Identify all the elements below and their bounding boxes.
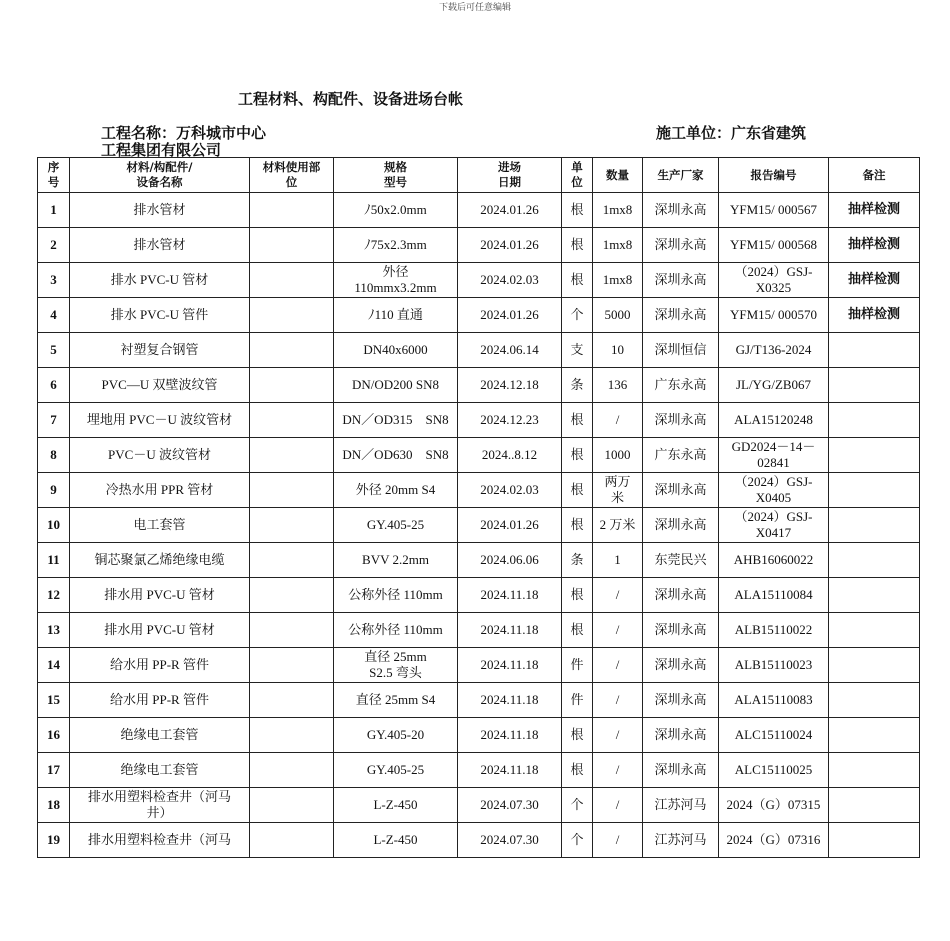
- report-number-cell: ALA15110084: [719, 578, 829, 613]
- report-number-cell: AHB16060022: [719, 543, 829, 578]
- table-row: [38, 263, 920, 298]
- column-header: 规格 型号: [334, 158, 458, 193]
- material-name-cell: 铜芯聚氯乙烯绝缘电缆: [70, 543, 250, 578]
- arrival-date-cell: 2024.01.26: [458, 508, 562, 543]
- quantity-cell: 136: [593, 368, 643, 403]
- quantity-cell: 两万 米: [593, 473, 643, 508]
- material-name-cell: 排水用塑料检查井（河马 井）: [70, 788, 250, 823]
- arrival-date-cell: 2024.11.18: [458, 578, 562, 613]
- remark-cell: 抽样检测: [829, 193, 920, 228]
- quantity-cell: /: [593, 753, 643, 788]
- specification-cell: L-Z-450: [334, 788, 458, 823]
- arrival-date-cell: 2024.11.18: [458, 753, 562, 788]
- manufacturer-cell: 深圳永高: [643, 648, 719, 683]
- table-row: [38, 333, 920, 368]
- specification-cell: ﾉ50x2.0mm: [334, 193, 458, 228]
- row-number-cell: 2: [38, 228, 70, 263]
- report-number-cell: JL/YG/ZB067: [719, 368, 829, 403]
- table-row: [38, 683, 920, 718]
- remark-cell: [829, 368, 920, 403]
- table-row: [38, 613, 920, 648]
- usage-location-cell: [250, 298, 334, 333]
- material-name-cell: 电工套管: [70, 508, 250, 543]
- remark-cell: 抽样检测: [829, 228, 920, 263]
- remark-cell: [829, 473, 920, 508]
- table-row: [38, 298, 920, 333]
- report-number-cell: YFM15/ 000567: [719, 193, 829, 228]
- usage-location-cell: [250, 718, 334, 753]
- table-header-row: [38, 158, 920, 193]
- manufacturer-cell: 深圳永高: [643, 193, 719, 228]
- usage-location-cell: [250, 683, 334, 718]
- table-row: [38, 648, 920, 683]
- specification-cell: L-Z-450: [334, 823, 458, 858]
- remark-cell: [829, 788, 920, 823]
- watermark: 下载后可任意编辑: [438, 2, 511, 12]
- specification-cell: 直径 25mm S2.5 弯头: [334, 648, 458, 683]
- quantity-cell: /: [593, 578, 643, 613]
- arrival-date-cell: 2024.11.18: [458, 613, 562, 648]
- material-name-cell: 排水用塑料检查井（河马: [70, 823, 250, 858]
- material-name-cell: 绝缘电工套管: [70, 718, 250, 753]
- manufacturer-cell: 深圳永高: [643, 298, 719, 333]
- row-number-cell: 13: [38, 613, 70, 648]
- column-header: 单 位: [562, 158, 593, 193]
- usage-location-cell: [250, 648, 334, 683]
- arrival-date-cell: 2024.06.06: [458, 543, 562, 578]
- report-number-cell: （2024）GSJ- X0325: [719, 263, 829, 298]
- usage-location-cell: [250, 403, 334, 438]
- material-name-cell: 埋地用 PVC－U 波纹管材: [70, 403, 250, 438]
- material-name-cell: 排水 PVC-U 管材: [70, 263, 250, 298]
- material-name-cell: PVC—U 双壁波纹管: [70, 368, 250, 403]
- unit-cell: 条: [562, 368, 593, 403]
- row-number-cell: 10: [38, 508, 70, 543]
- table-row: [38, 718, 920, 753]
- manufacturer-cell: 深圳永高: [643, 263, 719, 298]
- remark-cell: 抽样检测: [829, 263, 920, 298]
- usage-location-cell: [250, 753, 334, 788]
- arrival-date-cell: 2024.07.30: [458, 788, 562, 823]
- column-header: 材料/构配件/ 设备名称: [70, 158, 250, 193]
- unit-cell: 根: [562, 438, 593, 473]
- arrival-date-cell: 2024.01.26: [458, 193, 562, 228]
- table-row: [38, 368, 920, 403]
- row-number-cell: 5: [38, 333, 70, 368]
- arrival-date-cell: 2024.02.03: [458, 473, 562, 508]
- material-name-cell: 排水用 PVC-U 管材: [70, 613, 250, 648]
- remark-cell: 抽样检测: [829, 298, 920, 333]
- row-number-cell: 18: [38, 788, 70, 823]
- quantity-cell: /: [593, 403, 643, 438]
- material-name-cell: 衬塑复合钢管: [70, 333, 250, 368]
- manufacturer-cell: 深圳永高: [643, 403, 719, 438]
- manufacturer-cell: 广东永高: [643, 438, 719, 473]
- remark-cell: [829, 543, 920, 578]
- manufacturer-cell: 深圳永高: [643, 613, 719, 648]
- arrival-date-cell: 2024.11.18: [458, 683, 562, 718]
- unit-cell: 根: [562, 473, 593, 508]
- row-number-cell: 1: [38, 193, 70, 228]
- manufacturer-cell: 深圳永高: [643, 578, 719, 613]
- material-ledger-table: [37, 157, 920, 858]
- report-number-cell: ALC15110024: [719, 718, 829, 753]
- remark-cell: [829, 753, 920, 788]
- report-number-cell: 2024（G）07316: [719, 823, 829, 858]
- unit-cell: 件: [562, 648, 593, 683]
- arrival-date-cell: 2024.11.18: [458, 648, 562, 683]
- material-name-cell: 排水 PVC-U 管件: [70, 298, 250, 333]
- remark-cell: [829, 438, 920, 473]
- unit-cell: 条: [562, 543, 593, 578]
- remark-cell: [829, 578, 920, 613]
- arrival-date-cell: 2024.12.23: [458, 403, 562, 438]
- quantity-cell: /: [593, 683, 643, 718]
- contractor-name: 施工单位：广东省建筑: [656, 124, 807, 142]
- usage-location-cell: [250, 788, 334, 823]
- usage-location-cell: [250, 578, 334, 613]
- row-number-cell: 17: [38, 753, 70, 788]
- specification-cell: 直径 25mm S4: [334, 683, 458, 718]
- table-row: [38, 753, 920, 788]
- manufacturer-cell: 江苏河马: [643, 823, 719, 858]
- report-number-cell: ALA15110083: [719, 683, 829, 718]
- remark-cell: [829, 508, 920, 543]
- manufacturer-cell: 深圳永高: [643, 683, 719, 718]
- specification-cell: BVV 2.2mm: [334, 543, 458, 578]
- row-number-cell: 4: [38, 298, 70, 333]
- report-number-cell: 2024（G）07315: [719, 788, 829, 823]
- usage-location-cell: [250, 613, 334, 648]
- manufacturer-cell: 深圳永高: [643, 718, 719, 753]
- report-number-cell: GJ/T136-2024: [719, 333, 829, 368]
- usage-location-cell: [250, 823, 334, 858]
- material-name-cell: 排水管材: [70, 228, 250, 263]
- unit-cell: 支: [562, 333, 593, 368]
- specification-cell: 外径 20mm S4: [334, 473, 458, 508]
- specification-cell: ﾉ110 直通: [334, 298, 458, 333]
- remark-cell: [829, 718, 920, 753]
- unit-cell: 个: [562, 788, 593, 823]
- material-name-cell: 给水用 PP-R 管件: [70, 683, 250, 718]
- unit-cell: 根: [562, 613, 593, 648]
- row-number-cell: 9: [38, 473, 70, 508]
- quantity-cell: 2 万米: [593, 508, 643, 543]
- quantity-cell: 1mx8: [593, 228, 643, 263]
- specification-cell: DN／OD630 SN8: [334, 438, 458, 473]
- specification-cell: DN／OD315 SN8: [334, 403, 458, 438]
- arrival-date-cell: 2024.12.18: [458, 368, 562, 403]
- column-header: 数量: [593, 158, 643, 193]
- remark-cell: [829, 648, 920, 683]
- remark-cell: [829, 403, 920, 438]
- quantity-cell: /: [593, 718, 643, 753]
- report-number-cell: GD2024－14－ 02841: [719, 438, 829, 473]
- arrival-date-cell: 2024.11.18: [458, 718, 562, 753]
- row-number-cell: 16: [38, 718, 70, 753]
- column-header: 序 号: [38, 158, 70, 193]
- specification-cell: GY.405-25: [334, 508, 458, 543]
- quantity-cell: 1mx8: [593, 193, 643, 228]
- unit-cell: 根: [562, 578, 593, 613]
- table-row: [38, 508, 920, 543]
- unit-cell: 根: [562, 508, 593, 543]
- column-header: 报告编号: [719, 158, 829, 193]
- material-name-cell: PVC－U 波纹管材: [70, 438, 250, 473]
- unit-cell: 根: [562, 263, 593, 298]
- quantity-cell: /: [593, 613, 643, 648]
- material-name-cell: 给水用 PP-R 管件: [70, 648, 250, 683]
- quantity-cell: /: [593, 788, 643, 823]
- specification-cell: 外径 110mmx3.2mm: [334, 263, 458, 298]
- remark-cell: [829, 683, 920, 718]
- specification-cell: DN40x6000: [334, 333, 458, 368]
- specification-cell: ﾉ75x2.3mm: [334, 228, 458, 263]
- usage-location-cell: [250, 368, 334, 403]
- usage-location-cell: [250, 333, 334, 368]
- arrival-date-cell: 2024.07.30: [458, 823, 562, 858]
- material-name-cell: 排水管材: [70, 193, 250, 228]
- column-header: 材料使用部 位: [250, 158, 334, 193]
- arrival-date-cell: 2024.02.03: [458, 263, 562, 298]
- unit-cell: 根: [562, 753, 593, 788]
- report-number-cell: ALC15110025: [719, 753, 829, 788]
- usage-location-cell: [250, 263, 334, 298]
- row-number-cell: 3: [38, 263, 70, 298]
- quantity-cell: 1mx8: [593, 263, 643, 298]
- row-number-cell: 7: [38, 403, 70, 438]
- column-header: 进场 日期: [458, 158, 562, 193]
- usage-location-cell: [250, 228, 334, 263]
- usage-location-cell: [250, 508, 334, 543]
- remark-cell: [829, 823, 920, 858]
- table-row: [38, 473, 920, 508]
- usage-location-cell: [250, 543, 334, 578]
- manufacturer-cell: 深圳永高: [643, 228, 719, 263]
- manufacturer-cell: 深圳永高: [643, 508, 719, 543]
- manufacturer-cell: 深圳恒信: [643, 333, 719, 368]
- project-name: 工程名称：万科城市中心: [101, 124, 267, 142]
- report-number-cell: （2024）GSJ- X0417: [719, 508, 829, 543]
- manufacturer-cell: 深圳永高: [643, 753, 719, 788]
- report-number-cell: YFM15/ 000570: [719, 298, 829, 333]
- quantity-cell: 1000: [593, 438, 643, 473]
- project-name-continued: 工程集团有限公司: [101, 141, 222, 159]
- row-number-cell: 6: [38, 368, 70, 403]
- row-number-cell: 8: [38, 438, 70, 473]
- table-row: [38, 403, 920, 438]
- arrival-date-cell: 2024..8.12: [458, 438, 562, 473]
- report-number-cell: ALA15120248: [719, 403, 829, 438]
- table-row: [38, 228, 920, 263]
- usage-location-cell: [250, 438, 334, 473]
- specification-cell: 公称外径 110mm: [334, 613, 458, 648]
- specification-cell: GY.405-25: [334, 753, 458, 788]
- unit-cell: 根: [562, 718, 593, 753]
- quantity-cell: /: [593, 823, 643, 858]
- unit-cell: 根: [562, 403, 593, 438]
- manufacturer-cell: 东莞民兴: [643, 543, 719, 578]
- material-name-cell: 绝缘电工套管: [70, 753, 250, 788]
- arrival-date-cell: 2024.01.26: [458, 298, 562, 333]
- table-row: [38, 823, 920, 858]
- unit-cell: 根: [562, 193, 593, 228]
- usage-location-cell: [250, 193, 334, 228]
- specification-cell: DN/OD200 SN8: [334, 368, 458, 403]
- quantity-cell: 5000: [593, 298, 643, 333]
- report-number-cell: （2024）GSJ- X0405: [719, 473, 829, 508]
- page-title: 工程材料、构配件、设备进场台帐: [238, 90, 464, 108]
- report-number-cell: ALB15110022: [719, 613, 829, 648]
- remark-cell: [829, 333, 920, 368]
- quantity-cell: 1: [593, 543, 643, 578]
- table-row: [38, 193, 920, 228]
- remark-cell: [829, 613, 920, 648]
- table-row: [38, 438, 920, 473]
- material-name-cell: 冷热水用 PPR 管材: [70, 473, 250, 508]
- unit-cell: 个: [562, 823, 593, 858]
- row-number-cell: 19: [38, 823, 70, 858]
- specification-cell: 公称外径 110mm: [334, 578, 458, 613]
- column-header: 备注: [829, 158, 920, 193]
- arrival-date-cell: 2024.01.26: [458, 228, 562, 263]
- table-row: [38, 788, 920, 823]
- arrival-date-cell: 2024.06.14: [458, 333, 562, 368]
- row-number-cell: 12: [38, 578, 70, 613]
- unit-cell: 根: [562, 228, 593, 263]
- manufacturer-cell: 广东永高: [643, 368, 719, 403]
- quantity-cell: 10: [593, 333, 643, 368]
- material-name-cell: 排水用 PVC-U 管材: [70, 578, 250, 613]
- specification-cell: GY.405-20: [334, 718, 458, 753]
- manufacturer-cell: 江苏河马: [643, 788, 719, 823]
- report-number-cell: YFM15/ 000568: [719, 228, 829, 263]
- usage-location-cell: [250, 473, 334, 508]
- table-row: [38, 543, 920, 578]
- table-row: [38, 578, 920, 613]
- row-number-cell: 15: [38, 683, 70, 718]
- unit-cell: 件: [562, 683, 593, 718]
- table-body: [38, 193, 920, 858]
- report-number-cell: ALB15110023: [719, 648, 829, 683]
- row-number-cell: 14: [38, 648, 70, 683]
- unit-cell: 个: [562, 298, 593, 333]
- manufacturer-cell: 深圳永高: [643, 473, 719, 508]
- row-number-cell: 11: [38, 543, 70, 578]
- quantity-cell: /: [593, 648, 643, 683]
- column-header: 生产厂家: [643, 158, 719, 193]
